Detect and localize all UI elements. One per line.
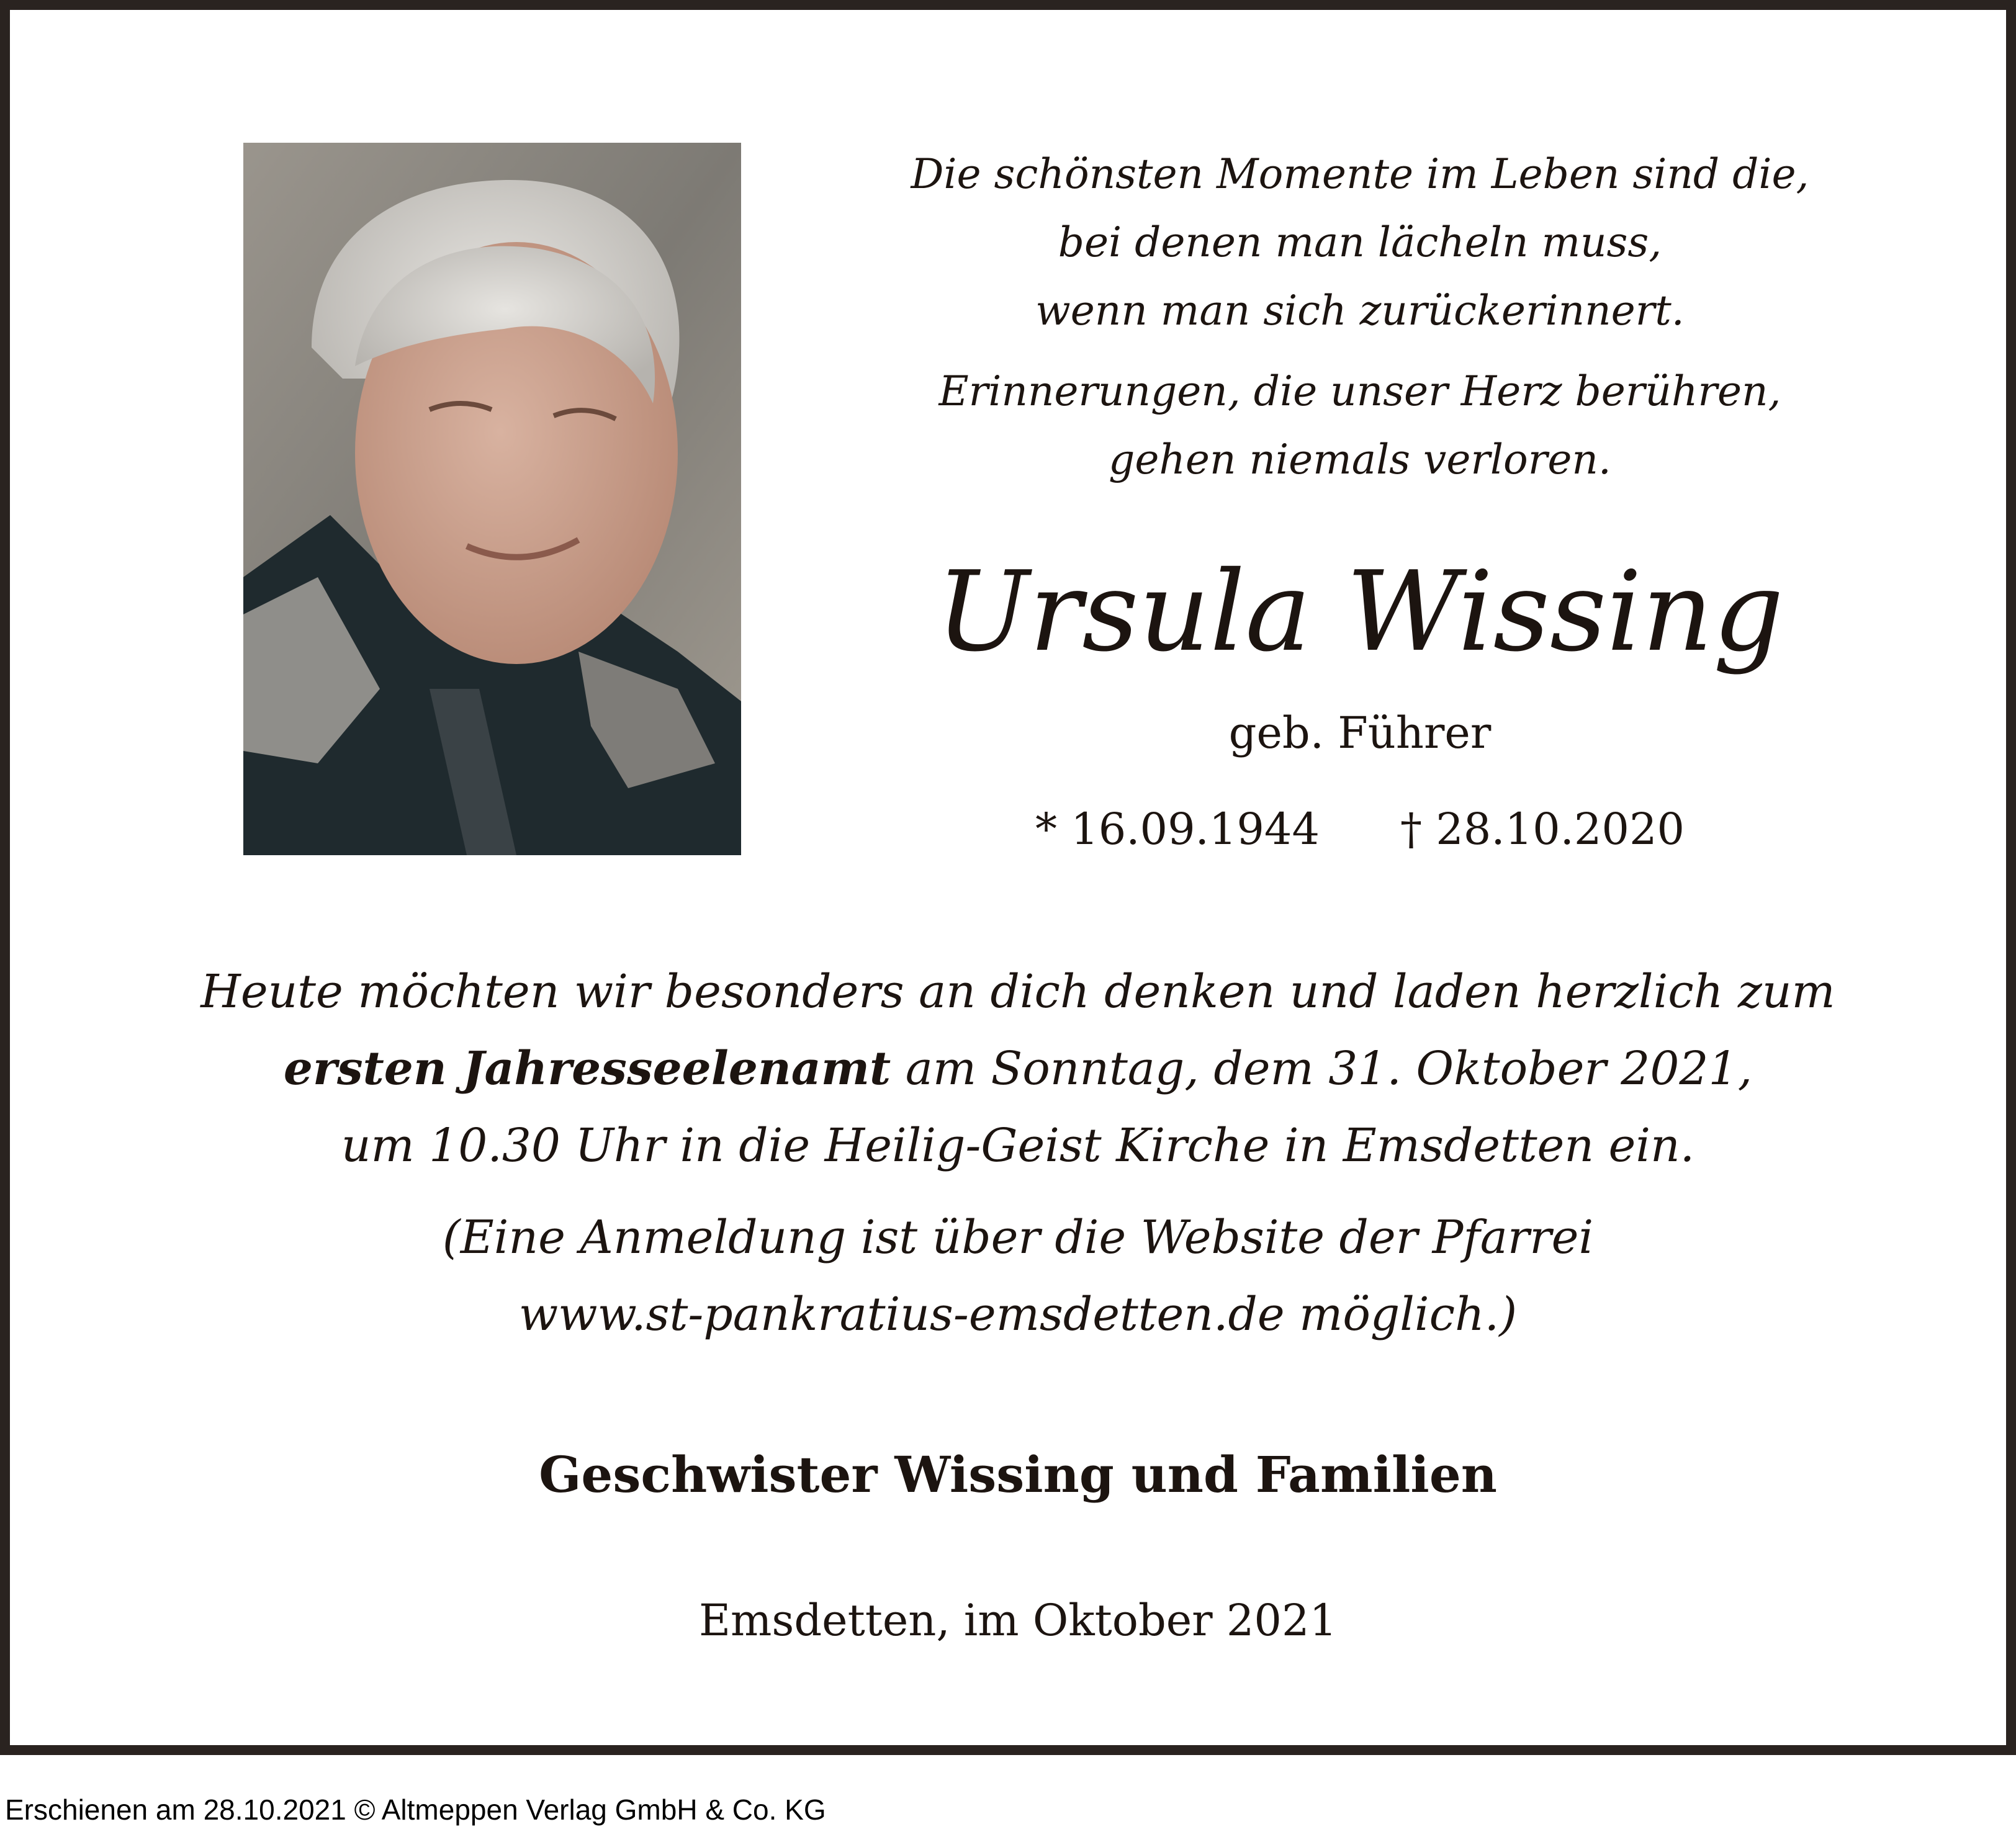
invitation-line: Heute möchten wir besonders an dich denken und laden herzlich zum bbox=[200, 965, 1835, 1018]
website-link[interactable]: www.st-pankratius-emsdetten.de möglich.) bbox=[518, 1288, 1518, 1341]
invitation-date: am Sonntag, dem 31. Oktober 2021, bbox=[891, 1042, 1753, 1095]
quote-line: Erinnerungen, die unser Herz berühren, bbox=[938, 367, 1781, 415]
quote-line: gehen niemals verloren. bbox=[1109, 436, 1611, 483]
invitation-line: um 10.30 Uhr in die Heilig-Geist Kirche in Emsdetten ein. bbox=[341, 1119, 1695, 1172]
quote-line: bei denen man lächeln muss, bbox=[1058, 218, 1662, 266]
publication-footer: Erschienen am 28.10.2021 © Altmeppen Verlag GmbH & Co. KG bbox=[5, 1794, 826, 1826]
family-signature: Geschwister Wissing und Familien bbox=[539, 1445, 1497, 1504]
invitation-line bbox=[165, 1030, 1871, 1107]
quote-line: wenn man sich zurückerinnert. bbox=[1035, 287, 1685, 335]
death-date: † 28.10.2020 bbox=[1400, 804, 1685, 855]
note-line: (Eine Anmeldung ist über die Website der Pfarrei bbox=[442, 1211, 1594, 1264]
registration-note bbox=[165, 1199, 1871, 1353]
mass-title: ersten Jahresseelenamt bbox=[283, 1042, 891, 1095]
quote-stanza-2 bbox=[866, 357, 1853, 494]
invitation-text bbox=[165, 953, 1871, 1353]
portrait-illustration bbox=[243, 143, 741, 855]
birth-date: * 16.09.1944 bbox=[1035, 804, 1320, 855]
deceased-name: Ursula Wissing bbox=[936, 547, 1784, 676]
maiden-name: geb. Führer bbox=[1228, 707, 1492, 758]
quote-line: Die schönsten Momente im Leben sind die, bbox=[911, 150, 1809, 198]
quote-stanza-1 bbox=[866, 140, 1853, 345]
life-dates bbox=[866, 795, 1853, 863]
memorial-quote bbox=[866, 140, 1853, 494]
portrait-photo bbox=[243, 143, 741, 855]
place-date: Emsdetten, im Oktober 2021 bbox=[698, 1595, 1338, 1646]
